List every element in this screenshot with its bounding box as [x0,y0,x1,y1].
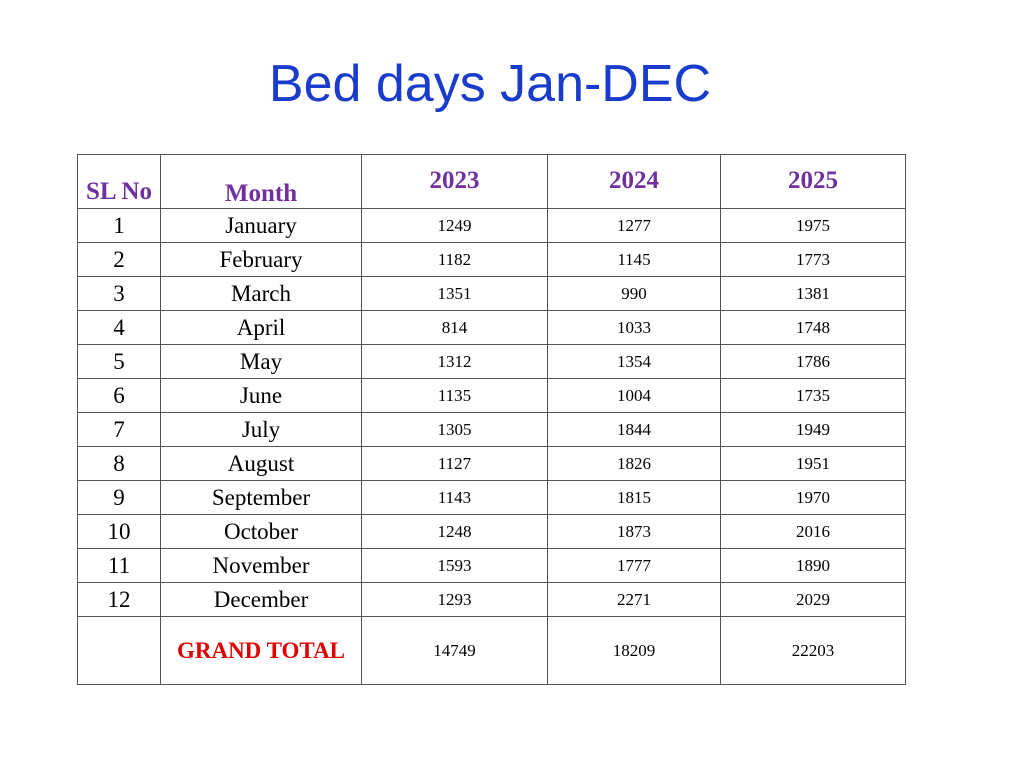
value-2025-cell: 1975 [721,209,906,243]
value-2025-cell: 1951 [721,447,906,481]
table-row [78,413,906,447]
value-2024-cell: 1826 [548,447,721,481]
value-2023-cell: 1293 [362,583,548,617]
value-2024-cell: 1277 [548,209,721,243]
month-cell: August [161,447,362,481]
value-2023-cell: 1593 [362,549,548,583]
value-2024-cell: 1033 [548,311,721,345]
month-cell: April [161,311,362,345]
value-2025-cell: 1748 [721,311,906,345]
value-2023-cell: 814 [362,311,548,345]
value-2025-cell: 2016 [721,515,906,549]
value-2025-cell: 1381 [721,277,906,311]
value-2025-cell: 2029 [721,583,906,617]
value-2023-cell: 1312 [362,345,548,379]
month-cell: January [161,209,362,243]
grand-total-row [78,617,906,685]
header-year-2023: 2023 [362,155,548,209]
table-row [78,481,906,515]
sl-no-cell: 10 [78,515,161,549]
sl-no-cell: 9 [78,481,161,515]
header-month: Month [161,155,362,209]
table-header-row [78,155,906,209]
sl-no-cell: 11 [78,549,161,583]
value-2024-cell: 2271 [548,583,721,617]
sl-no-cell: 8 [78,447,161,481]
table-row [78,583,906,617]
value-2025-cell: 1949 [721,413,906,447]
table-row [78,243,906,277]
value-2024-cell: 1004 [548,379,721,413]
table-row [78,447,906,481]
month-cell: September [161,481,362,515]
table-row [78,515,906,549]
value-2023-cell: 1248 [362,515,548,549]
month-cell: July [161,413,362,447]
sl-no-cell: 6 [78,379,161,413]
table-row [78,379,906,413]
value-2025-cell: 1890 [721,549,906,583]
sl-no-cell: 4 [78,311,161,345]
value-2023-cell: 1135 [362,379,548,413]
sl-no-cell: 2 [78,243,161,277]
table-row [78,549,906,583]
grand-total-2023-cell: 14749 [362,617,548,685]
grand-total-2024-cell: 18209 [548,617,721,685]
table-row [78,209,906,243]
header-sl-no: SL No [78,155,161,209]
sl-no-cell: 7 [78,413,161,447]
header-year-2024: 2024 [548,155,721,209]
grand-total-2025-cell: 22203 [721,617,906,685]
value-2024-cell: 1777 [548,549,721,583]
month-cell: June [161,379,362,413]
table-row [78,277,906,311]
value-2023-cell: 1127 [362,447,548,481]
bed-days-table [77,154,906,685]
value-2024-cell: 1873 [548,515,721,549]
value-2023-cell: 1249 [362,209,548,243]
value-2024-cell: 1145 [548,243,721,277]
header-year-2025: 2025 [721,155,906,209]
value-2025-cell: 1786 [721,345,906,379]
grand-total-label: GRAND TOTAL [161,617,362,685]
month-cell: November [161,549,362,583]
sl-no-cell: 3 [78,277,161,311]
value-2023-cell: 1182 [362,243,548,277]
sl-no-cell: 1 [78,209,161,243]
value-2023-cell: 1351 [362,277,548,311]
value-2024-cell: 1844 [548,413,721,447]
month-cell: October [161,515,362,549]
value-2024-cell: 990 [548,277,721,311]
month-cell: March [161,277,362,311]
page-title: Bed days Jan-DEC [268,55,712,113]
sl-no-cell: 12 [78,583,161,617]
value-2024-cell: 1354 [548,345,721,379]
month-cell: February [161,243,362,277]
month-cell: May [161,345,362,379]
value-2025-cell: 1773 [721,243,906,277]
value-2024-cell: 1815 [548,481,721,515]
value-2023-cell: 1305 [362,413,548,447]
value-2025-cell: 1970 [721,481,906,515]
table-row [78,345,906,379]
sl-no-cell: 5 [78,345,161,379]
month-cell: December [161,583,362,617]
value-2023-cell: 1143 [362,481,548,515]
table-row [78,311,906,345]
grand-total-sl-cell [78,617,161,685]
value-2025-cell: 1735 [721,379,906,413]
